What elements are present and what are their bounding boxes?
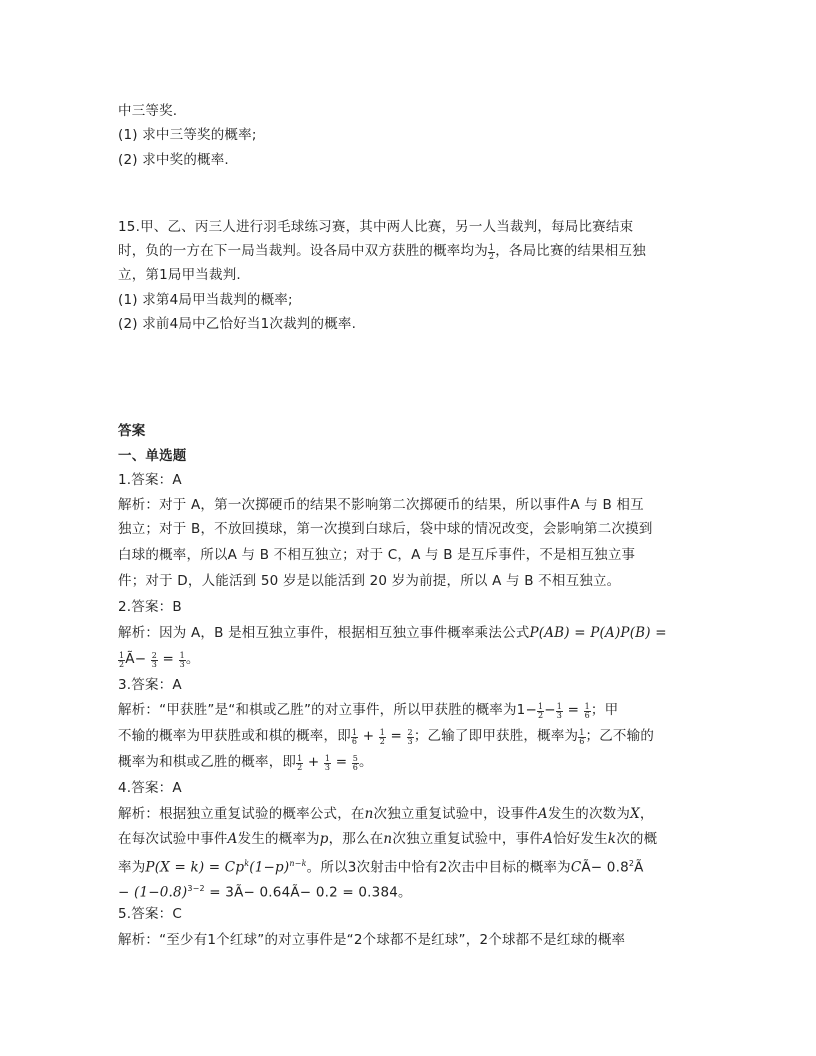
equals: = <box>390 728 403 744</box>
text-span: ；甲 <box>590 702 619 718</box>
answer-heading: 答案 <box>118 423 146 439</box>
frac-den: 3 <box>407 737 413 746</box>
question-15-line: (1) 求第4局甲当裁判的概率; <box>118 292 293 308</box>
frac-num: 1 <box>179 651 185 660</box>
formula: p <box>235 859 245 876</box>
text-span: 在每次试验中事件 <box>118 831 228 847</box>
explanation-line <box>118 855 708 877</box>
explanation-line <box>118 727 708 746</box>
frac-den: 3 <box>556 711 563 720</box>
answer-2: 2.答案：B <box>118 599 182 615</box>
text-line: 中三等奖. <box>118 103 178 119</box>
explanation-line: 独立；对于 B，不放回摸球，第一次摸到白球后，袋中球的情况改变，会影响第二次摸到 <box>118 521 653 537</box>
fraction <box>379 729 386 746</box>
answer-3: 3.答案：A <box>118 677 182 693</box>
equals: = <box>335 754 348 770</box>
fraction <box>556 703 563 720</box>
explanation-line: 解析：对于 A，第一次掷硬币的结果不影响第二次掷硬币的结果，所以事件A 与 B 相互 <box>118 497 644 513</box>
fraction <box>351 729 358 746</box>
fraction <box>352 755 359 772</box>
text-span: 概率为和棋或乙胜的概率，即 <box>118 754 297 770</box>
frac-num: 2 <box>151 651 158 660</box>
frac-num: 5 <box>352 754 359 763</box>
frac-num: 1 <box>556 702 563 711</box>
text-span: ；乙不输的 <box>585 728 655 744</box>
exponent: n−k <box>289 859 307 868</box>
text-span: 恰好发生 <box>552 831 608 847</box>
fraction <box>407 729 414 746</box>
frac-den: 3 <box>151 660 158 669</box>
combination: C <box>570 859 582 876</box>
text-span: ，各局比赛的结果相互独 <box>495 243 646 259</box>
fraction <box>584 703 591 720</box>
period: 。 <box>185 651 200 667</box>
answer-1: 1.答案：A <box>118 472 182 488</box>
question-15-line: 立，第1局甲当裁判. <box>118 267 241 283</box>
var-k: k <box>607 831 617 847</box>
frac-den: 6 <box>351 737 358 746</box>
text-span: 解析：因为 A，B 是相互独立事件，根据相互独立事件概率乘法公式 <box>118 625 530 641</box>
plus: + <box>362 728 375 744</box>
frac-den: 6 <box>579 737 585 746</box>
explanation-line <box>118 880 708 902</box>
explanation-line <box>118 753 708 772</box>
text-span: ， <box>639 806 654 822</box>
text-span: 解析：“甲获胜”是“和棋或乙胜”的对立事件，所以甲获胜的概率为1− <box>118 702 537 718</box>
frac-den: 2 <box>379 737 386 746</box>
answer-4: 4.答案：A <box>118 780 182 796</box>
frac-den: 2 <box>119 660 125 669</box>
frac-num: 1 <box>537 702 544 711</box>
section-heading: 一、单选题 <box>118 448 187 464</box>
garbled-symbol: Ã− <box>125 651 147 667</box>
frac-num: 1 <box>579 728 585 737</box>
fraction <box>179 652 186 669</box>
text-span: 发生的概率为 <box>237 831 320 847</box>
period: 。 <box>359 754 373 770</box>
fraction <box>151 652 158 669</box>
formula: = 3Ã− 0.64Ã− 0.2 = 0.384。 <box>204 884 412 901</box>
text-span: 率为 <box>118 859 146 876</box>
text-line: (2) 求中奖的概率. <box>118 152 229 168</box>
question-15-line <box>118 242 708 261</box>
text-span: 不输的概率为甲获胜或和棋的概率，即 <box>118 728 351 744</box>
minus: − <box>544 702 556 718</box>
plus: + <box>307 754 320 770</box>
equals: = <box>567 702 580 718</box>
explanation-line: 件；对于 D，人能活到 50 岁是以能活到 20 岁为前提，所以 A 与 B 不相互独立。 <box>118 573 621 589</box>
frac-den: 3 <box>324 763 331 772</box>
frac-den: 3 <box>179 660 185 669</box>
frac-den: 2 <box>297 763 303 772</box>
var-x: X <box>630 806 640 822</box>
frac-num: 1 <box>584 702 590 711</box>
text-span: 次独立重复试验中，事件 <box>392 831 544 847</box>
frac-num: 1 <box>351 728 358 737</box>
question-15-line: 15.甲、乙、丙三人进行羽毛球练习赛，其中两人比赛，另一人当裁判，每局比赛结束 <box>118 219 634 235</box>
explanation-line <box>118 830 708 848</box>
explanation-line <box>118 805 708 823</box>
frac-den: 6 <box>352 763 359 772</box>
frac-num: 1 <box>379 728 386 737</box>
garbled-symbol: Ã <box>634 859 644 876</box>
text-span: 发生的次数为 <box>547 806 631 822</box>
var-a: A <box>537 806 548 822</box>
frac-num: 1 <box>488 243 495 252</box>
fraction <box>324 755 331 772</box>
equals: = <box>162 651 175 667</box>
answer-5: 5.答案：C <box>118 906 183 922</box>
text-span: 次的概 <box>616 831 658 847</box>
explanation-line: 白球的概率，所以A 与 B 不相互独立；对于 C，A 与 B 是互斥事件，不是相互独立事 <box>118 547 636 563</box>
text-span: 解析：根据独立重复试验的概率公式，在 <box>118 806 365 822</box>
exponent: 2 <box>628 859 635 868</box>
explanation-line <box>118 650 708 669</box>
frac-num: 1 <box>297 754 303 763</box>
frac-num: 1 <box>119 651 125 660</box>
text-line: (1) 求中三等奖的概率; <box>118 127 257 143</box>
text-span: 时，负的一方在下一局当裁判。设各局中双方获胜的概率均为 <box>118 243 488 259</box>
explanation-line <box>118 701 708 720</box>
frac-den: 6 <box>584 711 590 720</box>
exponent: 3−2 <box>187 884 205 893</box>
exponent: k <box>244 859 250 868</box>
formula: P(AB) = P(A)P(B) = <box>529 625 667 641</box>
frac-den: 2 <box>488 252 495 261</box>
frac-num: 2 <box>407 728 413 737</box>
formula: (1−p) <box>249 859 290 876</box>
formula: P(X = k) = C <box>145 859 236 876</box>
text-span: ；乙输了即甲获胜，概率为 <box>413 728 579 744</box>
explanation-line <box>118 624 708 642</box>
text-span: ，那么在 <box>328 831 384 847</box>
text-span: 。所以3次射击中恰有2次击中目标的概率为 <box>306 859 571 876</box>
var-n: n <box>383 831 393 847</box>
fraction <box>296 755 303 772</box>
var-p: p <box>319 831 329 847</box>
explanation-line: 解析：“至少有1个红球”的对立事件是“2个球都不是红球”，2个球都不是红球的概率 <box>118 932 626 948</box>
frac-den: 2 <box>537 711 544 720</box>
var-n: n <box>364 806 374 822</box>
formula: − (1−0.8) <box>118 884 188 901</box>
frac-num: 1 <box>324 754 331 763</box>
question-15-line: (2) 求前4局中乙恰好当1次裁判的概率. <box>118 316 357 332</box>
text-span: 次独立重复试验中，设事件 <box>373 806 538 822</box>
var-a: A <box>227 831 238 847</box>
formula: Ã− 0.8 <box>581 859 629 876</box>
var-a: A <box>543 831 553 847</box>
fraction <box>578 729 585 746</box>
